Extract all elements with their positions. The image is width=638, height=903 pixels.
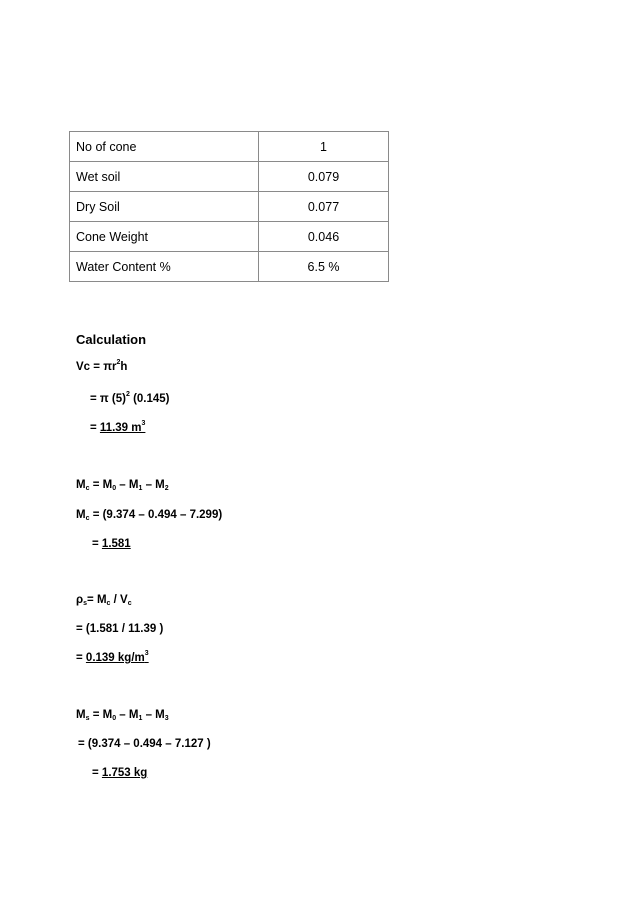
rho-formula	[76, 594, 132, 606]
ms-m: M	[76, 709, 86, 721]
mc-result-pre: =	[92, 538, 102, 550]
ms-result-value: 1.753 kg	[101, 767, 148, 779]
table-cell-label: Wet soil	[70, 162, 259, 192]
rho-substitution: = (1.581 / 11.39 )	[76, 623, 164, 635]
mc-sub-0: 0	[112, 485, 117, 492]
vc-result-number: 11.39 m	[99, 422, 142, 434]
mc2-rest: = (9.374 – 0.494 – 7.299)	[89, 509, 223, 521]
mc-dash1: – M	[116, 479, 139, 491]
ms-formula	[76, 709, 169, 721]
table-cell-label: Water Content %	[70, 252, 259, 282]
table-cell-value: 0.077	[259, 192, 389, 222]
ms-eq: = M	[89, 709, 113, 721]
vc-sub-pre: = π (5)	[90, 393, 126, 405]
mc2-m: M	[76, 509, 86, 521]
ms-sub-s: s	[85, 715, 90, 722]
table-cell-value: 1	[259, 132, 389, 162]
rho-sub-s: s	[83, 600, 88, 607]
vc-exponent: 2	[116, 359, 121, 366]
mc-sub-1: 1	[138, 485, 143, 492]
vc-sub-exponent: 2	[125, 391, 130, 398]
rho-result	[76, 652, 149, 664]
table-cell-label: Dry Soil	[70, 192, 259, 222]
table-cell-label: Cone Weight	[70, 222, 259, 252]
table-cell-value: 0.046	[259, 222, 389, 252]
vc-result	[90, 422, 145, 434]
mc-dash2: – M	[142, 479, 165, 491]
table-cell-value: 0.079	[259, 162, 389, 192]
vc-formula	[76, 361, 127, 373]
rho-result-number: 0.139 kg/m	[85, 652, 145, 664]
vc-result-exponent: 3	[141, 420, 146, 427]
mc-sub-c: c	[85, 485, 90, 492]
vc-pi-r: πr	[103, 361, 117, 373]
mc-m: M	[76, 479, 86, 491]
rho-result-exponent: 3	[144, 650, 149, 657]
ms-sub-3: 3	[164, 715, 169, 722]
mc2-sub: c	[85, 515, 90, 522]
rho-eq: = M	[87, 594, 107, 606]
table-row	[70, 222, 389, 252]
ms-result-pre: =	[92, 767, 102, 779]
ms-sub-0: 0	[112, 715, 117, 722]
vc-sub-post: (0.145)	[129, 393, 170, 405]
mc-eq: = M	[89, 479, 113, 491]
vc-lhs: Vc =	[76, 361, 104, 373]
mc-substitution	[76, 509, 222, 521]
mc-formula	[76, 479, 169, 491]
calculation-heading: Calculation	[76, 332, 147, 347]
ms-dash2: – M	[142, 709, 165, 721]
ms-sub-1: 1	[138, 715, 143, 722]
mc-result-value: 1.581	[101, 538, 131, 550]
ms-dash1: – M	[116, 709, 139, 721]
rho-result-pre: =	[76, 652, 86, 664]
rho-symbol: ρ	[76, 594, 84, 606]
ms-result	[92, 767, 147, 779]
table-row	[70, 132, 389, 162]
vc-result-pre: =	[90, 422, 100, 434]
rho-result-value	[86, 652, 149, 664]
rho-sub-c2: c	[127, 600, 132, 607]
mc-sub-2: 2	[164, 485, 169, 492]
table-cell-label: No of cone	[70, 132, 259, 162]
mc-result	[92, 538, 131, 550]
rho-sub-c: c	[106, 600, 111, 607]
soil-data-table	[69, 131, 389, 282]
ms-substitution: = (9.374 – 0.494 – 7.127 )	[78, 738, 211, 750]
rho-div: / V	[110, 594, 128, 606]
vc-substitution	[90, 393, 170, 405]
table-row	[70, 162, 389, 192]
table-row	[70, 252, 389, 282]
vc-result-value	[100, 422, 145, 434]
table-cell-value: 6.5 %	[259, 252, 389, 282]
table-row	[70, 192, 389, 222]
vc-h: h	[120, 361, 128, 373]
